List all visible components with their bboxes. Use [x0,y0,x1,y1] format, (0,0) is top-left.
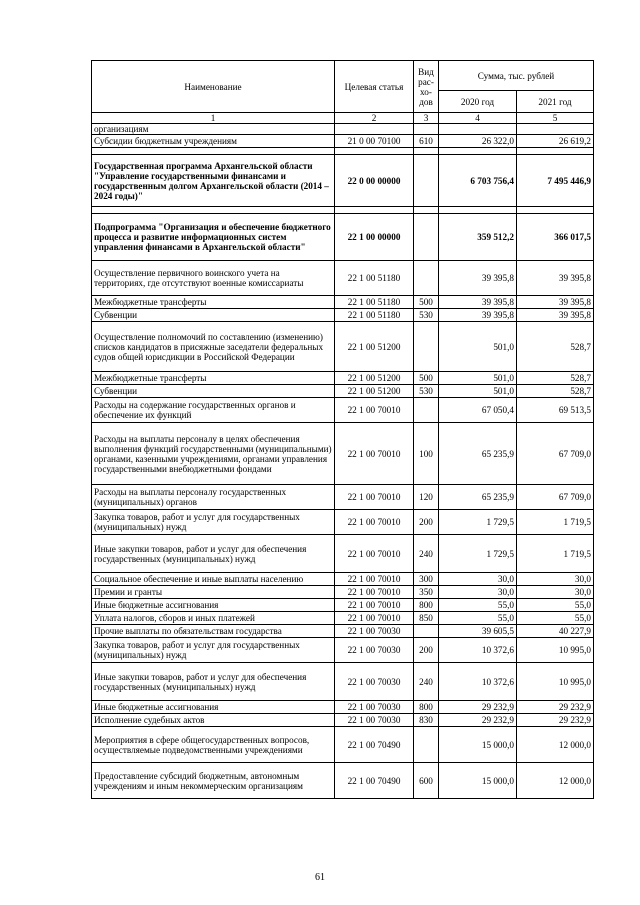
row-type: 300 [414,573,439,586]
row-name: Иные бюджетные ассигнования [92,701,335,714]
table-row [92,296,594,309]
row-name: Государственная программа Архангельской области "Управление государственными финансами и государственным долгом Архангельской области (2014 – 2024 годы)" [92,155,335,207]
row-amount-2021: 67 709,0 [517,485,594,510]
row-code: 22 1 00 70010 [335,586,414,599]
row-code [335,124,414,135]
header-type: Вид рас- хо- дов [414,61,439,113]
row-type [414,155,439,207]
row-amount-2020: 67 050,4 [439,398,517,423]
row-name: Межбюджетные трансферты [92,372,335,385]
row-type: 500 [414,372,439,385]
table-row [92,261,594,296]
row-type [414,625,439,638]
row-type: 200 [414,510,439,535]
row-type [414,261,439,296]
row-amount-2021: 67 709,0 [517,423,594,485]
spacer-row [92,148,594,155]
row-type: 530 [414,309,439,322]
table-row-program [92,155,594,207]
row-type [414,214,439,261]
row-name: Иные бюджетные ассигнования [92,599,335,612]
row-name: Расходы на выплаты персоналу в целях обеспечения выполнения функций государственными (муниципальными) органами, казенными учреждениями, органами управления государственными внебюджетными фондами [92,423,335,485]
row-amount-2020: 6 703 756,4 [439,155,517,207]
row-code: 22 1 00 51180 [335,309,414,322]
row-type: 100 [414,423,439,485]
row-type: 200 [414,638,439,663]
row-name: Закупка товаров, работ и услуг для государственных (муниципальных) нужд [92,638,335,663]
row-type [414,322,439,372]
row-amount-2020: 30,0 [439,586,517,599]
row-name: Предоставление субсидий бюджетным, автономным учреждениям и иным некоммерческим организациям [92,763,335,799]
row-code: 22 1 00 51180 [335,261,414,296]
row-name: Субвенции [92,385,335,398]
row-name: Расходы на выплаты персоналу государственных (муниципальных) органов [92,485,335,510]
row-amount-2021: 40 227,9 [517,625,594,638]
table-row [92,701,594,714]
row-name: Осуществление полномочий по составлению (изменению) списков кандидатов в присяжные заседатели федеральных судов общей юрисдикции в Российской Федерации [92,322,335,372]
row-code: 22 1 00 70010 [335,510,414,535]
table-row [92,423,594,485]
column-number: 2 [335,113,414,124]
table-row [92,385,594,398]
row-amount-2021: 528,7 [517,372,594,385]
column-number-row [92,113,594,124]
row-amount-2020: 39 605,5 [439,625,517,638]
row-amount-2020: 39 395,8 [439,309,517,322]
row-name: Подпрограмма "Организация и обеспечение бюджетного процесса и развитие информационных систем управления финансами в Архангельской области" [92,214,335,261]
table-row [92,372,594,385]
row-code: 22 1 00 70030 [335,663,414,701]
spacer-row [92,207,594,214]
row-amount-2021: 1 719,5 [517,535,594,573]
row-type: 600 [414,763,439,799]
row-amount-2020: 39 395,8 [439,296,517,309]
row-amount-2021: 55,0 [517,599,594,612]
row-amount-2021: 39 395,8 [517,261,594,296]
row-amount-2020: 1 729,5 [439,510,517,535]
row-name: Осуществление первичного воинского учета на территориях, где отсутствуют военные комиссариаты [92,261,335,296]
row-amount-2020: 1 729,5 [439,535,517,573]
page-number: 61 [315,872,325,883]
row-amount-2020: 29 232,9 [439,714,517,727]
row-name: Иные закупки товаров, работ и услуг для обеспечения государственных (муниципальных) нужд [92,663,335,701]
row-amount-2020: 10 372,6 [439,663,517,701]
table-row [92,663,594,701]
row-name: организациям [92,124,335,135]
row-amount-2021: 528,7 [517,385,594,398]
row-amount-2021: 69 513,5 [517,398,594,423]
table-row [92,124,594,135]
row-amount-2020: 501,0 [439,385,517,398]
table-row [92,625,594,638]
row-code: 22 1 00 70010 [335,423,414,485]
row-code: 22 1 00 51180 [335,296,414,309]
budget-table [91,60,594,799]
row-amount-2020: 39 395,8 [439,261,517,296]
row-name: Иные закупки товаров, работ и услуг для обеспечения государственных (муниципальных) нужд [92,535,335,573]
table-row [92,612,594,625]
row-name: Уплата налогов, сборов и иных платежей [92,612,335,625]
row-code: 22 1 00 70030 [335,701,414,714]
row-code: 21 0 00 70100 [335,135,414,148]
row-type: 850 [414,612,439,625]
row-amount-2021: 39 395,8 [517,296,594,309]
column-number: 5 [517,113,594,124]
row-type [414,727,439,763]
header-row [92,61,594,91]
row-type: 350 [414,586,439,599]
row-amount-2021: 29 232,9 [517,714,594,727]
row-amount-2020: 15 000,0 [439,763,517,799]
table-row [92,599,594,612]
row-amount-2020: 65 235,9 [439,423,517,485]
header-code: Целевая статья [335,61,414,113]
column-number: 4 [439,113,517,124]
row-code: 22 1 00 51200 [335,385,414,398]
header-year-2021: 2021 год [517,91,594,113]
row-amount-2020: 55,0 [439,612,517,625]
column-number: 1 [92,113,335,124]
row-amount-2021: 528,7 [517,322,594,372]
table-row [92,573,594,586]
row-code: 22 1 00 70010 [335,612,414,625]
table-row [92,398,594,423]
row-amount-2021: 29 232,9 [517,701,594,714]
header-year-2020: 2020 год [439,91,517,113]
row-amount-2020: 65 235,9 [439,485,517,510]
row-amount-2021: 39 395,8 [517,309,594,322]
row-name: Социальное обеспечение и иные выплаты населению [92,573,335,586]
row-type: 240 [414,535,439,573]
table-row [92,535,594,573]
row-code: 22 1 00 70010 [335,573,414,586]
row-code: 22 1 00 70010 [335,599,414,612]
row-code: 22 1 00 70010 [335,535,414,573]
row-amount-2020: 10 372,6 [439,638,517,663]
row-type: 120 [414,485,439,510]
row-amount-2021: 26 619,2 [517,135,594,148]
row-amount-2020: 501,0 [439,372,517,385]
table-row [92,763,594,799]
header-sum: Сумма, тыс. рублей [439,61,594,91]
table-row [92,309,594,322]
row-amount-2020: 29 232,9 [439,701,517,714]
row-amount-2021: 55,0 [517,612,594,625]
row-amount-2020: 55,0 [439,599,517,612]
row-code: 22 1 00 00000 [335,214,414,261]
row-type: 800 [414,701,439,714]
row-type: 830 [414,714,439,727]
row-amount-2020 [439,124,517,135]
row-name: Межбюджетные трансферты [92,296,335,309]
row-type: 500 [414,296,439,309]
row-amount-2021: 12 000,0 [517,727,594,763]
row-type: 240 [414,663,439,701]
row-name: Премии и гранты [92,586,335,599]
row-code: 22 1 00 70030 [335,714,414,727]
row-amount-2020: 359 512,2 [439,214,517,261]
row-amount-2021: 366 017,5 [517,214,594,261]
row-amount-2020: 501,0 [439,322,517,372]
row-name: Исполнение судебных актов [92,714,335,727]
row-code: 22 1 00 51200 [335,372,414,385]
table-row [92,638,594,663]
header-name: Наименование [92,61,335,113]
table-row-subprogram [92,214,594,261]
table-row [92,727,594,763]
row-name: Закупка товаров, работ и услуг для государственных (муниципальных) нужд [92,510,335,535]
row-code: 22 1 00 70030 [335,625,414,638]
row-name: Субвенции [92,309,335,322]
row-name: Расходы на содержание государственных органов и обеспечение их функций [92,398,335,423]
row-type [414,124,439,135]
row-name: Мероприятия в сфере общегосударственных вопросов, осуществляемые подведомственными учреждениями [92,727,335,763]
row-type [414,398,439,423]
row-amount-2020: 26 322,0 [439,135,517,148]
row-code: 22 1 00 70490 [335,727,414,763]
row-code: 22 0 00 00000 [335,155,414,207]
table-row [92,510,594,535]
table-row [92,135,594,148]
row-type: 610 [414,135,439,148]
row-amount-2021: 10 995,0 [517,663,594,701]
row-type: 800 [414,599,439,612]
row-amount-2021: 30,0 [517,586,594,599]
table-row [92,714,594,727]
row-amount-2021: 10 995,0 [517,638,594,663]
row-amount-2021 [517,124,594,135]
table-row [92,485,594,510]
column-number: 3 [414,113,439,124]
row-amount-2021: 1 719,5 [517,510,594,535]
row-amount-2020: 30,0 [439,573,517,586]
table-row [92,586,594,599]
row-amount-2021: 12 000,0 [517,763,594,799]
table-row [92,322,594,372]
row-amount-2021: 30,0 [517,573,594,586]
row-type: 530 [414,385,439,398]
row-name: Прочие выплаты по обязательствам государства [92,625,335,638]
row-name: Субсидии бюджетным учреждениям [92,135,335,148]
row-code: 22 1 00 70490 [335,763,414,799]
row-amount-2020: 15 000,0 [439,727,517,763]
row-code: 22 1 00 51200 [335,322,414,372]
row-code: 22 1 00 70010 [335,398,414,423]
row-amount-2021: 7 495 446,9 [517,155,594,207]
row-code: 22 1 00 70010 [335,485,414,510]
row-code: 22 1 00 70030 [335,638,414,663]
